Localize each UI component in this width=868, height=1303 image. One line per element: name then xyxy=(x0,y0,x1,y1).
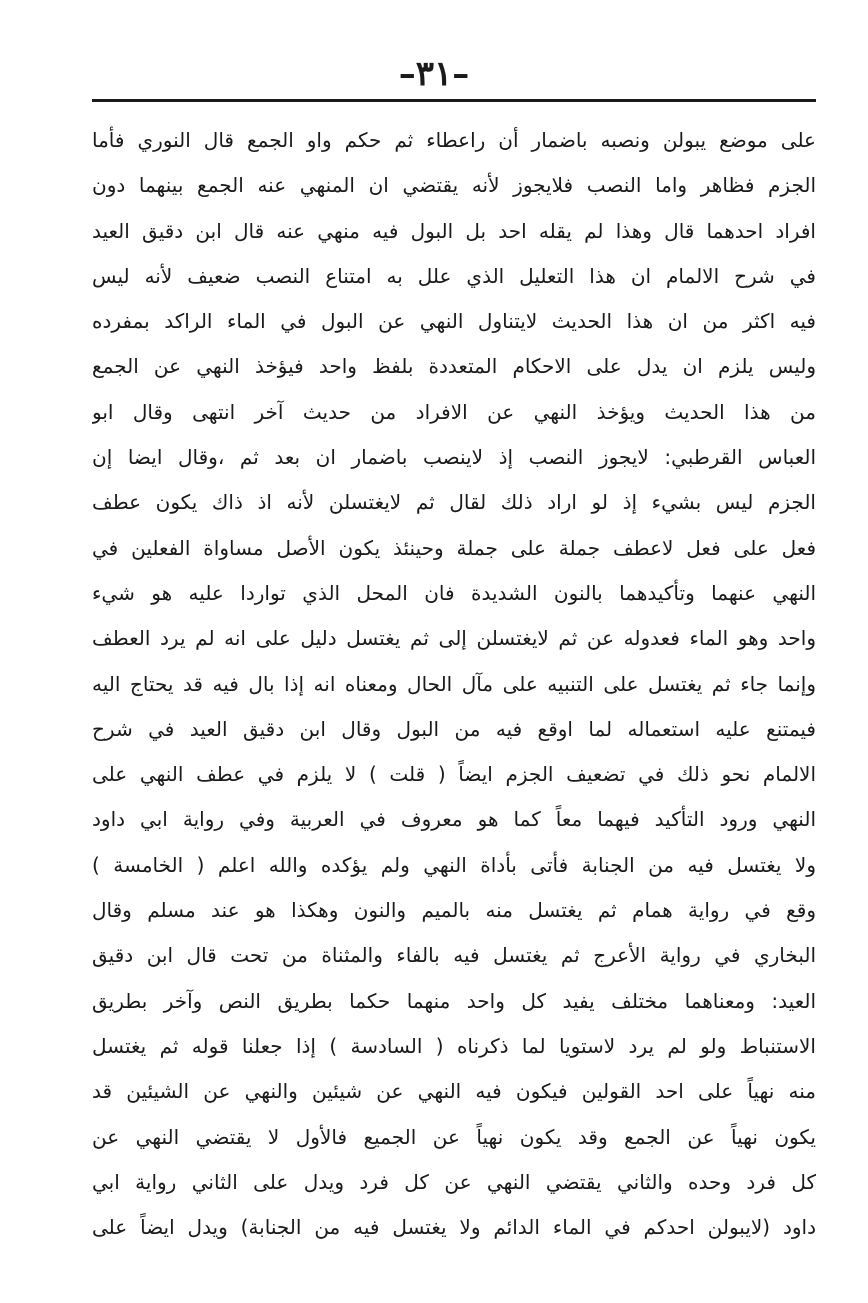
text-line: داود (لايبولن احدكم في الماء الدائم ولا يغتسل فيه من الجنابة) ويدل ايضاً على xyxy=(92,1215,816,1240)
text-line: البخاري في رواية الأعرج ثم يغتسل فيه بالفاء والمثناة من تحت قال ابن دقيق xyxy=(92,943,816,968)
text-line: النهي عنهما وتأكيدهما بالنون الشديدة فان المحل الذي تواردا عليه هو شيء xyxy=(92,580,816,605)
text-line: العباس القرطبي: لايجوز النصب إذ لاينصب باضمار ان بعد ثم ،وقال ايضا إن xyxy=(92,445,816,470)
text-line: ولا يغتسل فيه من الجنابة فأتى بأداة النهي ولم يؤكده والله اعلم ( الخامسة ) xyxy=(92,852,816,877)
text-line: العيد: ومعناهما مختلف يفيد كل واحد منهما حكما بطريق النص وآخر بطريق xyxy=(92,988,816,1013)
text-line: الاستنباط ولو لم يرد لاستويا لما ذكرناه ( السادسة ) إذا جعلنا قوله ثم يغتسل xyxy=(92,1033,816,1058)
text-line: النهي ورود التأكيد فيهما معاً كما هو معروف في العربية وفي رواية ابي داود xyxy=(92,807,816,832)
text-line: منه نهياً على احد القولين فيكون فيه النهي عن شيئين والنهي عن الشيئين قد xyxy=(92,1079,816,1104)
text-line: فيه اكثر من ان هذا الحديث لايتناول النهي عن البول في الماء الراكد بمفرده xyxy=(92,309,816,334)
header-rule xyxy=(92,99,816,102)
text-line: فعل على فعل لاعطف جملة على جملة وحينئذ يكون الأصل مساواة الفعلين في xyxy=(92,535,816,560)
text-line: يكون نهياً عن الجمع وقد يكون نهياً عن الجميع فالأول لا يقتضي النهي عن xyxy=(92,1124,816,1149)
text-line: واحد وهو الماء فعدوله عن ثم لايغتسلن إلى ثم يغتسل دليل على انه لم يرد العطف xyxy=(92,626,816,651)
text-line: افراد احدهما قال وهذا لم يقله احد بل البول فيه منهي عنه قال ابن دقيق العيد xyxy=(92,218,816,243)
text-line: من هذا الحديث ويؤخذ النهي عن الافراد من حديث آخر انتهى وقال ابو xyxy=(92,399,816,424)
body-text xyxy=(92,118,816,1250)
text-line: وقع في رواية همام ثم يغتسل منه بالميم والنون وهكذا هو عند مسلم وقال xyxy=(92,898,816,923)
text-line: الجزم فظاهر واما النصب فلايجوز لأنه يقتضي ان المنهي عنه الجمع بينهما دون xyxy=(92,173,816,198)
text-line: وليس يلزم ان يدل على الاحكام المتعددة بلفظ واحد فيؤخذ النهي عن الجمع xyxy=(92,354,816,379)
text-line: وإنما جاء ثم يغتسل على التنبيه على مآل الحال ومعناه انه إذا بال فيه قد يحتاج اليه xyxy=(92,671,816,696)
text-line: الجزم ليس بشيء إذ لو اراد ذلك لقال ثم لايغتسلن لأنه اذ ذاك يكون عطف xyxy=(92,490,816,515)
page-number: –٣١– xyxy=(398,54,470,94)
text-line: كل فرد وحده والثاني يقتضي النهي عن كل فرد ويدل على الثاني رواية ابي xyxy=(92,1169,816,1194)
text-line: الالمام نحو ذلك في تضعيف الجزم ايضاً ( قلت ) لا يلزم في عطف النهي على xyxy=(92,762,816,787)
text-line: على موضع يبولن ونصبه باضمار أن راعطاء ثم حكم واو الجمع قال النوري فأما xyxy=(92,128,816,152)
text-line: في شرح الالمام ان هذا التعليل الذي علل به امتناع النصب ضعيف لأنه ليس xyxy=(92,263,816,288)
text-line: فيمتنع عليه استعماله لما اوقع فيه من البول وقال ابن دقيق العيد في شرح xyxy=(92,716,816,741)
